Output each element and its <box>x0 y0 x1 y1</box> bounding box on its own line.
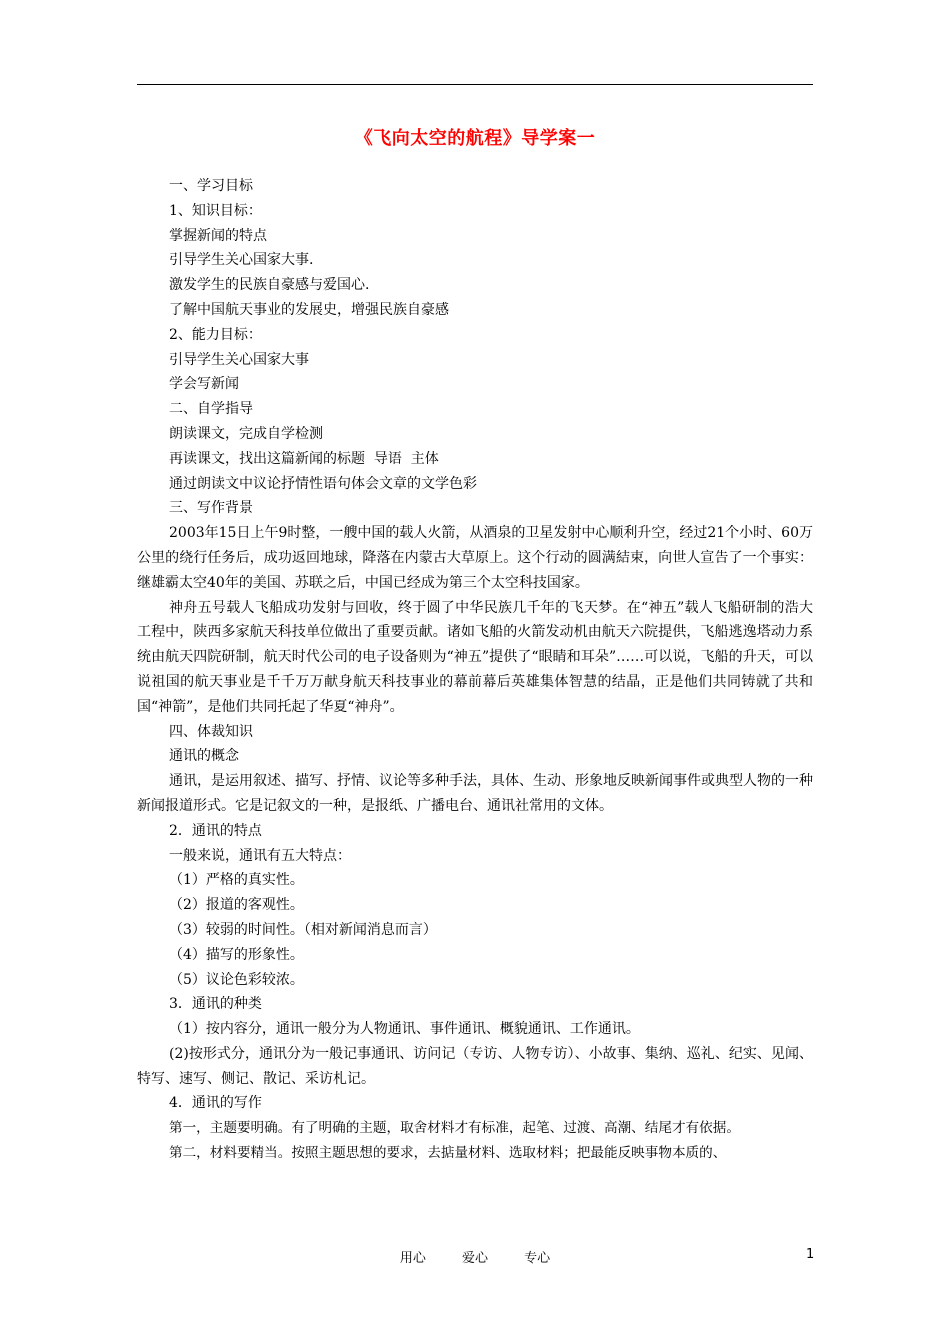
body-line: （3）较弱的时间性。（相对新闻消息而言） <box>169 921 437 938</box>
body-line: 2、能力目标： <box>169 326 262 343</box>
document-title: 《飞向太空的航程》导学案一 <box>354 128 596 149</box>
body-paragraph: (2)按形式分，通讯分为一般记事通讯、访问记（专访、人物专访）、小故事、集纳、巡礼、纪实、见闻、特写、速写、侧记、散记、采访札记。 <box>137 1045 813 1087</box>
body-paragraph: 通讯，是运用叙述、描写、抒情、议论等多种手法，具体、生动、形象地反映新闻事件或典型人物的一种新闻报道形式。它是记叙文的一种，是报纸、广播电台、通讯社常用的文体。 <box>137 773 813 814</box>
body-line: 三、写作背景 <box>169 500 253 517</box>
document-body <box>137 174 813 1166</box>
footer-word: 爱心 <box>461 1251 488 1266</box>
body-line: 通过朗读文中议论抒情性语句体会文章的文学色彩 <box>169 475 477 492</box>
body-line: 引导学生关心国家大事. <box>169 252 314 269</box>
body-line: 1、知识目标： <box>169 202 262 219</box>
footer-word: 用心 <box>399 1251 426 1266</box>
body-line: 激发学生的民族自豪感与爱国心. <box>169 277 370 294</box>
page-number: 1 <box>806 1247 815 1262</box>
body-line: （1）按内容分，通讯一般分为人物通讯、事件通讯、概貌通讯、工作通讯。 <box>169 1021 640 1038</box>
body-line: （4）描写的形象性。 <box>169 946 304 963</box>
body-line: （5）议论色彩较浓。 <box>169 971 304 988</box>
body-line: 第一，主题要明确。有了明确的主题，取舍材料才有标准，起笔、过渡、高潮、结尾才有依据。 <box>169 1120 740 1137</box>
body-line: 学会写新闻 <box>169 376 239 393</box>
body-line: 第二，材料要精当。按照主题思想的要求，去掂量材料、选取材料；把最能反映事物本质的、 <box>169 1145 727 1162</box>
body-line: 二、自学指导 <box>169 401 253 418</box>
body-paragraph: 神舟五号载人飞船成功发射与回收，终于圆了中华民族几千年的飞天梦。在“神五”载人飞船研制的浩大工程中，陕西多家航天科技单位做出了重要贡献。诸如飞船的火箭发动机由航天六院提供，飞船逃逸塔动力系统由航天四院研制，航天时代公司的电子设备则为“神五”提供了“眼睛和耳朵”……可以说，飞船的升天，可以说祖国的航天事业是千千万万献身航天科技事业的幕前幕后英雄集体智慧的结晶，正是他们共同铸就了共和国“神箭”，是他们共同托起了华夏“神舟”。 <box>137 599 813 715</box>
body-line: 四、体裁知识 <box>169 723 253 740</box>
body-line: 通讯的概念 <box>169 748 239 765</box>
body-line: 引导学生关心国家大事 <box>169 351 309 368</box>
body-line: 2．通讯的特点 <box>169 822 262 839</box>
body-line: 一般来说，通讯有五大特点： <box>169 847 351 864</box>
body-line: （2）报道的客观性。 <box>169 897 304 914</box>
footer-word: 专心 <box>524 1251 551 1266</box>
body-line: 3．通讯的种类 <box>169 996 262 1013</box>
body-paragraph: 2003年15日上午9时整，一艘中国的载人火箭，从酒泉的卫星发射中心顺利升空，经过21个小时、60万公里的绕行任务后，成功返回地球，降落在内蒙古大草原上。这个行动的圆满結束，向世人宣告了一个事实：继雄霸太空40年的美国、苏联之后，中国已经成为第三个太空科技国家。 <box>137 525 813 591</box>
body-line: 朗读课文，完成自学检测 <box>169 425 323 442</box>
body-line: 掌握新闻的特点 <box>169 227 267 244</box>
header-rule <box>137 84 813 85</box>
body-line: 一、学习目标 <box>169 178 253 194</box>
body-line: 4．通讯的写作 <box>169 1095 262 1112</box>
body-line: （1）严格的真实性。 <box>169 872 304 889</box>
body-line: 了解中国航天事业的发展史，增强民族自豪感 <box>169 301 449 318</box>
body-line: 再读课文，找出这篇新闻的标题 导语 主体 <box>169 450 439 467</box>
